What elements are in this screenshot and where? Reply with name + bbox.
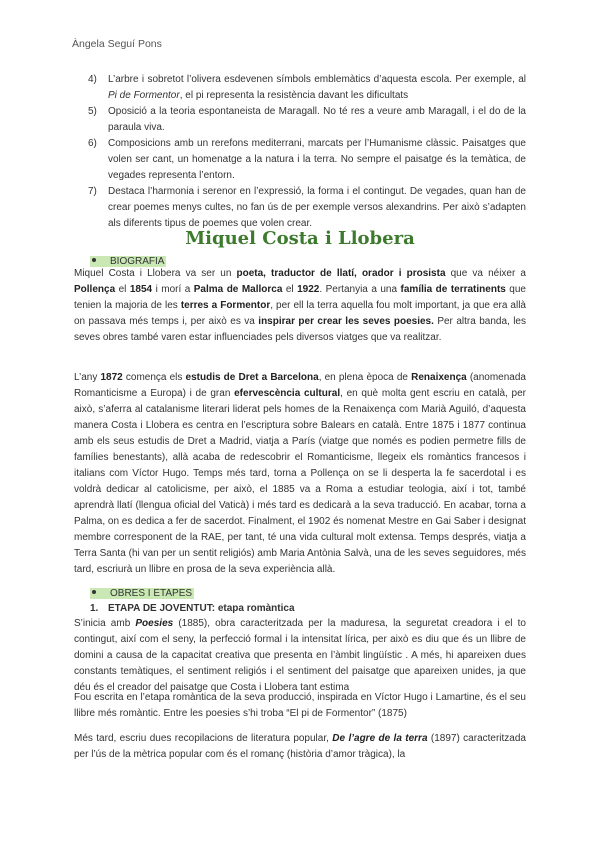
works-paragraph-1: S’inicia amb Poesies (1885), obra caracteritzada per la maduresa, la seguretat creadora i el to contingut, així com el seny, la perfecció formal i la intensitat lírica, per això es diu que és un llibre de domini a causa de la capacitat creativa que presenta en l’àmbit lingüístic . A més, hi apareixen dues constants temàtiques, el sentiment religiós i el sentiment del paisatge que apareixen unides, ja que déu és el creador del paisatge que Costa i Llobera tant estima <box>74 618 526 693</box>
biography-paragraph-2: L’any 1872 comença els estudis de Dret a Barcelona, en plena època de Renaixença (anomenada Romanticisme a Europa) i de gran efervescència cultural, en què molta gent escriu en català, per això, s’aferra al catalanisme literari liderat pels homes de la Renaixença com Marià Aguiló, d’aquesta manera Costa i Llobera es centra en l’escriptura sobre Balears en català. Entre 1875 i 1877 continua amb els seus estudis de Dret a Madrid, viatja a París (viatge que només es podien permetre fills de famílies benestants), allà acaba de redescobrir el Romanticisme, llegeix els romàntics francesos i italians com Víctor Hugo. Temps més tard, torna a Pollença on se li desperta la fe sacerdotal i es voldrà dedicar al catolicisme, per això, el 1885 va a Roma a estudiar teologia, així i tot, també aprendrà llatí (llengua oficial del Vaticà) i més tard es dedicarà a la seva traducció. En acabar, torna a Palma, on es dedica a fer de sacerdot. Finalment, el 1902 és nomenat Mestre en Gai Saber i designat membre corresponent de la RAE, per tant, té una vida cultural molt extensa. Temps després, viatja a Terra Santa (hi van per un sentit religiós) amb Maria Antònia Salvà, una de les seves seguidores, més tard, escriurà un llibre en prosa de la seva experiència allà. <box>74 372 526 575</box>
list-item: 5) Oposició a la teoria espontaneista de Maragall. No té res a veure amb Maragall, i el do de la paraula viva. <box>88 106 526 133</box>
biography-paragraph-1: Miquel Costa i Llobera va ser un poeta, traductor de llatí, orador i prosista que va néixer a Pollença el 1854 i morí a Palma de Mallorca el 1922. Pertanyia a una família de terratinents que tenien la majoria de les terres a Formentor, per ell la terra aquella fou molt important, ja que era allà on passava més temps i, per això es va inspirar per crear les seves poesies. Per altra banda, les seves obres també varen estar influenciades pels diversos viatges que va realitzar. <box>74 268 526 343</box>
numbered-list <box>88 72 526 232</box>
list-item: 4) L’arbre i sobretot l’olivera esdevenen símbols emblemàtics d’aquesta escola. Per exemple, al Pi de Formentor, el pi representa la resistència davant les dificultats <box>88 74 526 101</box>
bullet-icon <box>92 258 96 262</box>
page-title: Miquel Costa i Llobera <box>185 228 415 249</box>
works-paragraph-3: Més tard, escriu dues recopilacions de literatura popular, De l’agre de la terra (1897) caracteritzada per l’ús de la mètrica popular com és el romanç (història d’amor tràgica), la <box>74 733 526 760</box>
section-heading-obres: OBRES I ETAPES <box>90 587 194 601</box>
works-paragraph-2: Fou escrita en l’etapa romàntica de la seva producció, inspirada en Víctor Hugo i Lamartine, és el seu llibre més romàntic. Entre les poesies s’hi troba “El pi de Formentor” (1875) <box>74 692 526 719</box>
page-header-author: Àngela Seguí Pons <box>72 38 162 50</box>
list-item: 6) Composicions amb un rerefons mediterrani, marcats per l’Humanisme clàssic. Paisatges que volen ser cant, un homenatge a la natura i la terra. No sempre el paisatge és la temàtica, de vegades representa l’entorn. <box>88 138 526 181</box>
bullet-icon <box>92 590 96 594</box>
section-heading-biografia: BIOGRAFIA <box>90 255 166 269</box>
list-item: 7) Destaca l’harmonia i serenor en l’expressió, la forma i el contingut. De vegades, quan han de crear poemes menys cultes, no fan ús de per exemple versos alexandrins. Per això s’adapten als diferents tipus de poemes que volen crear. <box>88 186 526 229</box>
subsection-heading: 1. ETAPA DE JOVENTUT: etapa romàntica <box>90 603 295 614</box>
